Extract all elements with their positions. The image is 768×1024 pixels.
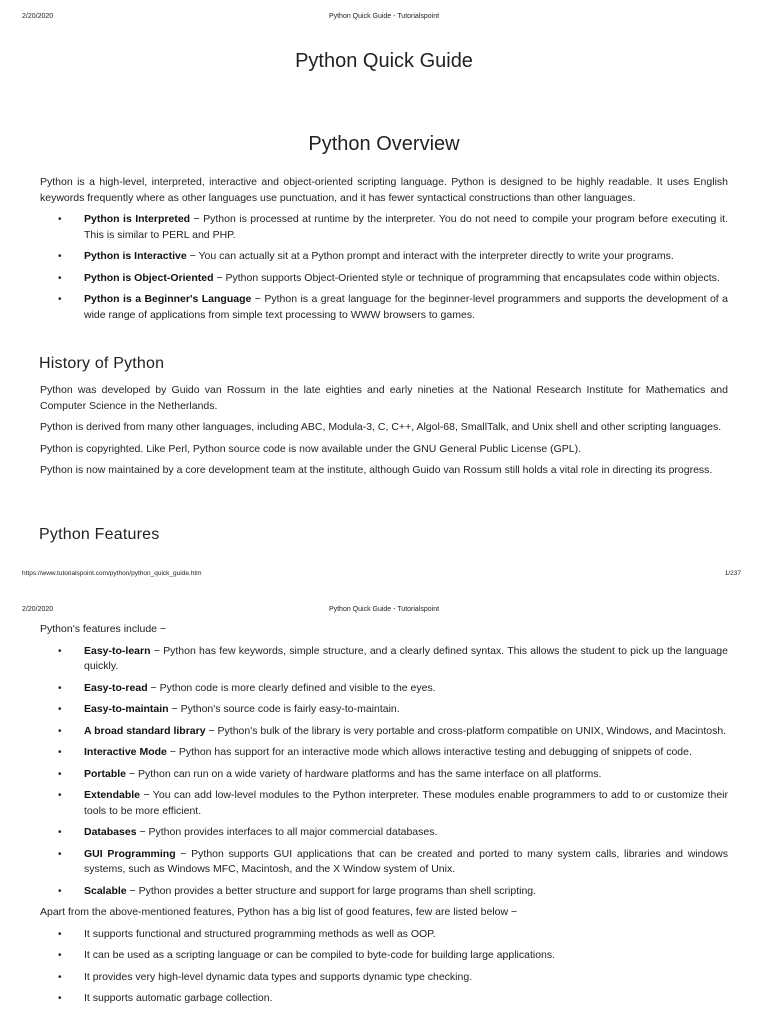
list-item: • Python is a Beginner's Language − Python is a great language for the beginner-level programmers and supports the development of a wide range of applications from simple text processing to WWW browsers to games. bbox=[58, 293, 728, 321]
extra-features-intro: Apart from the above-mentioned features, Python has a big list of good features, few are listed below − bbox=[40, 906, 518, 918]
list-item: • GUI Programming − Python supports GUI applications that can be created and ported to many system calls, libraries and windows systems, such as Windows MFC, Macintosh, and the X Window system of Unix. bbox=[58, 847, 728, 875]
page-title: Python Quick Guide bbox=[295, 50, 473, 72]
bullet-icon: • bbox=[58, 971, 62, 983]
page2-header bbox=[0, 606, 768, 620]
overview-heading: Python Overview bbox=[308, 133, 460, 155]
bullet-icon: • bbox=[58, 704, 62, 715]
bullet-icon: • bbox=[58, 885, 62, 897]
list-item: • It supports automatic garbage collection. bbox=[40, 991, 728, 1007]
list-item: • A broad standard library − Python's bulk of the library is very portable and cross-platform compatible on UNIX, Windows, and Macintosh. bbox=[40, 724, 728, 740]
list-item: • Python is Interpreted − Python is processed at runtime by the interpreter. You do not need to compile your program before executing it. This is similar to PERL and PHP. bbox=[58, 213, 728, 241]
list-item: • Extendable − You can add low-level modules to the Python interpreter. These modules enable programmers to add to or customize their tools to be more efficient. bbox=[58, 789, 728, 817]
history-heading: History of Python bbox=[39, 355, 165, 372]
page2-body bbox=[40, 622, 728, 1007]
bullet-icon: • bbox=[58, 645, 62, 657]
header-date: 2/20/2020 bbox=[22, 13, 54, 20]
history-body bbox=[40, 383, 728, 479]
page1-body bbox=[40, 175, 728, 323]
bullet-icon: • bbox=[58, 294, 62, 305]
bullet-icon: • bbox=[58, 928, 62, 940]
history-paragraph: Python is derived from many other languages, including ABC, Modula-3, C, C++, Algol-68, SmallTalk, and Unix shell and other scripting languages. bbox=[40, 421, 722, 433]
features-heading: Python Features bbox=[39, 526, 160, 543]
history-paragraph: Python is now maintained by a core development team at the institute, although Guido van Rossum still holds a vital role in directing its progress. bbox=[40, 464, 713, 476]
header-title: Python Quick Guide - Tutorialspoint bbox=[328, 13, 440, 20]
list-item: • Portable − Python can run on a wide variety of hardware platforms and has the same interface on all platforms. bbox=[40, 767, 728, 783]
list-item: • It provides very high-level dynamic data types and supports dynamic type checking. bbox=[40, 970, 728, 986]
bullet-icon: • bbox=[58, 950, 62, 961]
bullet-icon: • bbox=[58, 747, 62, 758]
list-item: • Databases − Python provides interfaces to all major commercial databases. bbox=[40, 825, 728, 841]
history-paragraph: Python was developed by Guido van Rossum in the late eighties and early nineties at the National Research Institute for Mathematics and Computer Science in the Netherlands. bbox=[40, 384, 728, 412]
bullet-icon: • bbox=[58, 848, 62, 860]
bullet-icon: • bbox=[58, 993, 62, 1004]
features-list bbox=[40, 644, 728, 900]
list-item: • Interactive Mode − Python has support for an interactive mode which allows interactive testing and debugging of snippets of code. bbox=[40, 745, 728, 761]
list-item: • Easy-to-read − Python code is more clearly defined and visible to the eyes. bbox=[40, 681, 728, 697]
header-title: Python Quick Guide - Tutorialspoint bbox=[328, 606, 440, 613]
list-item: • Easy-to-maintain − Python's source code is fairly easy-to-maintain. bbox=[40, 702, 728, 718]
bullet-icon: • bbox=[58, 725, 62, 737]
history-paragraph: Python is copyrighted. Like Perl, Python source code is now available under the GNU General Public License (GPL). bbox=[40, 442, 582, 455]
page1-footer bbox=[0, 570, 768, 582]
list-item: • Easy-to-learn − Python has few keywords, simple structure, and a clearly defined syntax. This allows the student to pick up the language quickly. bbox=[58, 644, 728, 672]
bullet-icon: • bbox=[58, 251, 62, 262]
overview-list bbox=[40, 212, 728, 323]
footer-url: https://www.tutorialspoint.com/python/python_quick_guide.htm bbox=[22, 570, 202, 577]
bullet-icon: • bbox=[58, 768, 62, 780]
list-item: • Scalable − Python provides a better structure and support for large programs than shell scripting. bbox=[40, 884, 728, 900]
list-item: • It supports functional and structured programming methods as well as OOP. bbox=[40, 927, 728, 943]
page1-header bbox=[0, 13, 768, 27]
list-item: • Python is Object-Oriented − Python supports Object-Oriented style or technique of programming that encapsulates code within objects. bbox=[40, 271, 728, 287]
page-number: 1/237 bbox=[724, 570, 741, 577]
features-intro: Python's features include − bbox=[40, 623, 167, 635]
list-item: • Python is Interactive − You can actually sit at a Python prompt and interact with the interpreter directly to write your programs. bbox=[40, 249, 728, 265]
bullet-icon: • bbox=[58, 682, 62, 694]
list-item: • It can be used as a scripting language or can be compiled to byte-code for building large applications. bbox=[40, 948, 728, 964]
bullet-icon: • bbox=[58, 827, 62, 838]
bullet-icon: • bbox=[58, 790, 62, 801]
overview-paragraph: Python is a high-level, interpreted, interactive and object-oriented scripting language. Python is designed to be highly readable. It uses English keywords frequently where as other languages use punctuation, and it has fewer syntactical constructions than other languages. bbox=[40, 176, 728, 204]
extra-features-list bbox=[40, 927, 728, 1007]
header-date: 2/20/2020 bbox=[22, 606, 54, 613]
bullet-icon: • bbox=[58, 272, 62, 284]
bullet-icon: • bbox=[58, 214, 62, 225]
